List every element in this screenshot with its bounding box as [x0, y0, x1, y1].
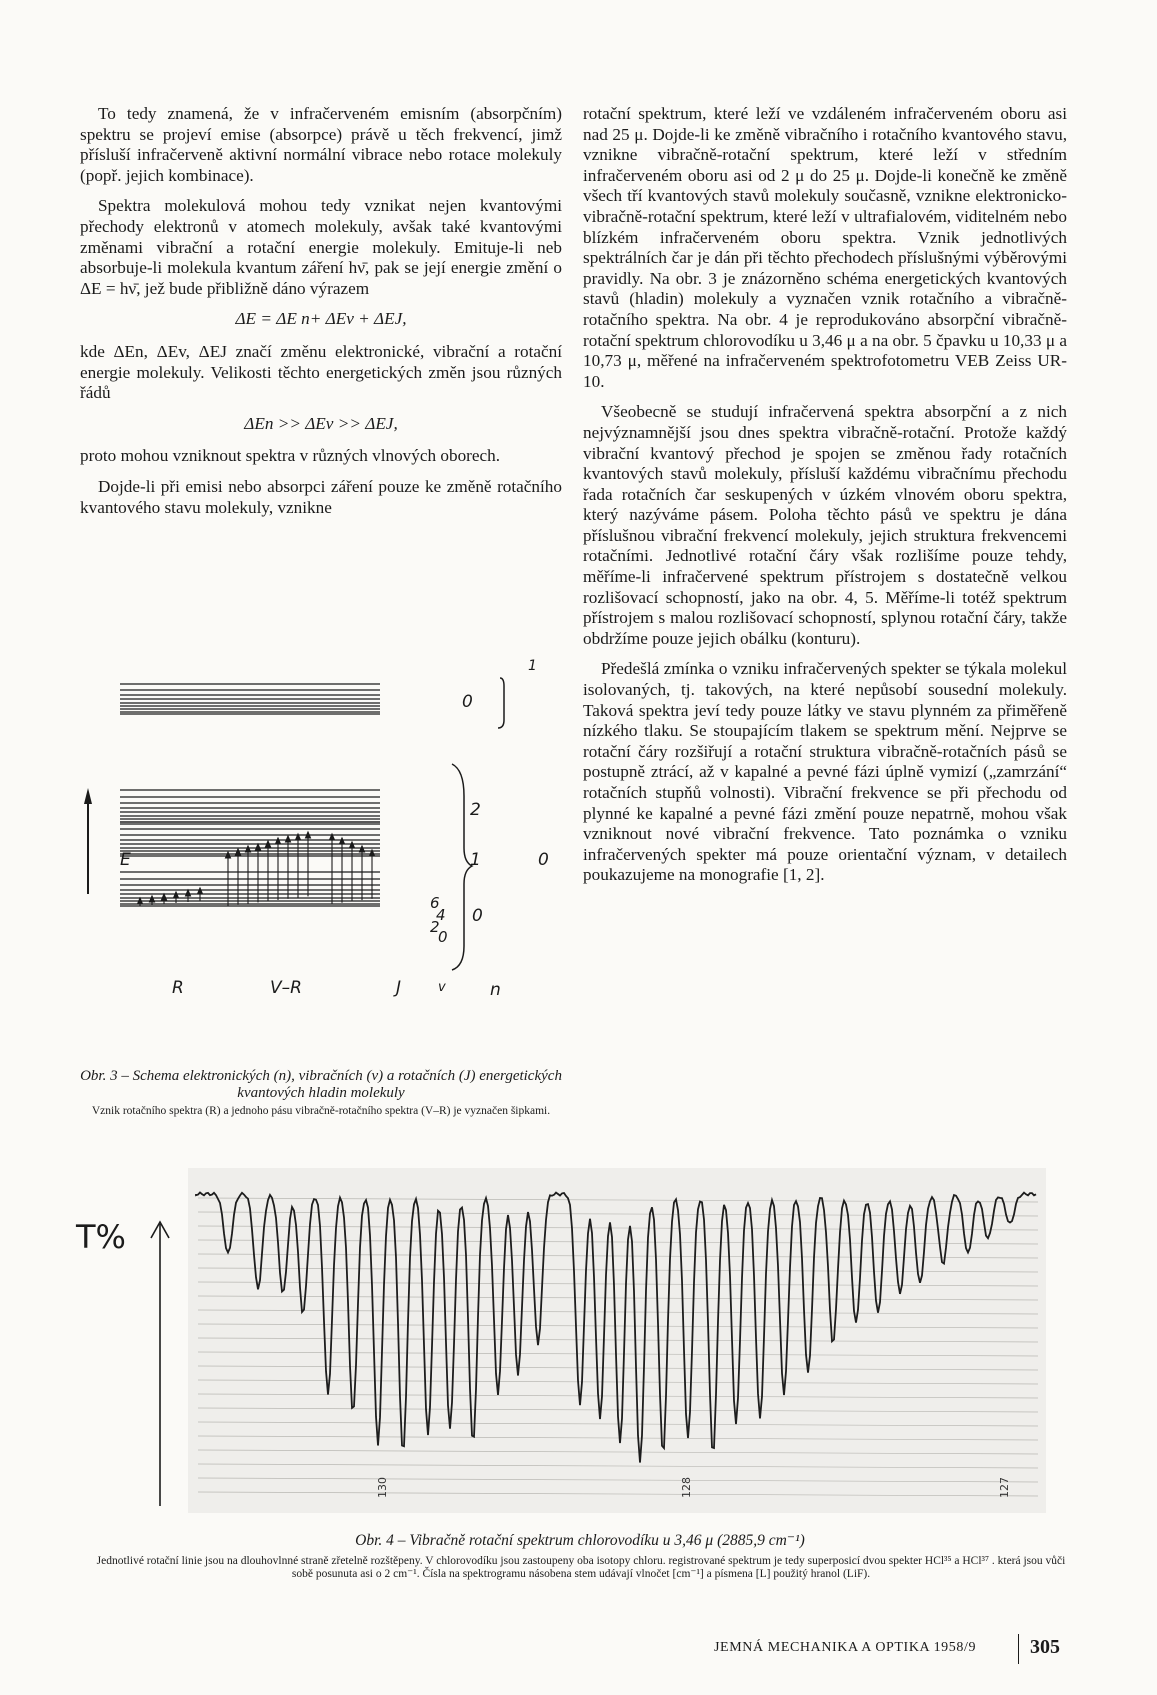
figure-4-caption-text: Jednotlivé rotační linie jsou na dlouhovlnné straně zřetelně rozštěpeny. V chlorovodíku jsou zastoupeny oba isotopy chloru. registrované spektrum je tedy superposicí dvou spekter HCl³⁵ a HCl³⁷ . která jsou vůči sobě posunuta asi o 2 cm⁻¹. Čísla na spektrogramu násobena stem udávají vlnočet [cm⁻¹] a písmena [L] použitý hranol (LiF).: [96, 1555, 1066, 1580]
arrow-head-icon: [286, 836, 291, 842]
label-E: E: [120, 850, 131, 870]
axis-mark: 130: [376, 1477, 389, 1498]
label-J0: 0: [438, 928, 448, 946]
figure-3-caption-text: Vznik rotačního spektra (R) a jednoho pásu vibračně-rotačního spektra (V–R) je vyznačen šipkami.: [91, 1105, 551, 1117]
label-v1: 1: [470, 850, 481, 870]
paragraph: kde ΔEn, ΔEv, ΔEJ značí změnu elektronické, vibrační a rotační energie molekuly. Velikosti těchto energetických změn jsou různých řádů: [80, 341, 562, 403]
label-n: n: [490, 980, 501, 1000]
equation: ΔEn >> ΔEv >> ΔEJ,: [244, 413, 398, 433]
spectrogram: [188, 1168, 1046, 1513]
label-v: v: [438, 980, 446, 995]
arrow-head-icon: [246, 846, 251, 852]
label-R: R: [172, 978, 184, 998]
arrow-head-icon: [162, 894, 167, 900]
arrow-head-icon: [256, 844, 261, 850]
label-brace-0: 0: [538, 850, 549, 870]
figure-3-caption-title: Obr. 3 – Schema elektronických (n), vibračních (v) a rotačních (J) energetických kvantových hladin molekuly: [80, 1068, 562, 1101]
arrow-head-icon: [360, 846, 365, 852]
paragraph: rotační spektrum, které leží ve vzdáleném infračerveném oboru asi nad 25 μ. Dojde-li ke změně vibračního i rotačního kvantového stavu, vznikne vibračně-rotační spektrum, které leží v středním infračerveném oboru asi od 2 μ do 25 μ. Dojde-li konečně ke změně všech tří kvantových stavů molekuly současně, vznikne elektronicko-vibračně-rotační spektrum, které leží v ultrafialovém, viditelném nebo blízkém infračerveném oboru spektra. Vznik jednotlivých spektrálních čar je dán při těchto přechodech příslušnými výběrovými pravidly. Na obr. 3 je znázorněno schéma energetických kvantových stavů (hladin) molekuly a vyznačen vznik rotačního a vibračně-rotačního spektra. Na obr. 4 je reprodukováno absorpční vibračně-rotační spektrum chlorovodíku u 3,46 μ a na obr. 5 čpavku u 10,33 μ a 10,73 μ, měřené na infračerveném spektrofotometru VEB Zeiss UR-10.: [583, 104, 1067, 391]
figure-4-caption-title: Obr. 4 – Vibračně rotační spektrum chlorovodíku u 3,46 μ (2885,9 cm⁻¹): [355, 1532, 805, 1549]
upper-bracket: [498, 678, 504, 728]
label-n0: 0: [462, 692, 473, 712]
right-column: [583, 104, 1067, 896]
paragraph: Všeobecně se studují infračervená spektra absorpční a z nich nejvýznamnější jsou dnes spektra vibračně-rotační. Protože každý vibrační kvantový přechod je spojen se změnou řady rotačních kvantových stavů molekuly, přísluší každému vibračnímu přechodu řada rotačních čar seskupených v úzkém vlnovém oboru spektra, který nazýváme pásem. Poloha těchto pásů ve spektru je dána příslušnou vibrační frekvencí molekuly, jejich struktura frekvencemi rotačními. Jednotlivé rotační čáry však rozlišíme pouze tehdy, měříme-li infračervené spektrum přístrojem s dostatečně velkou rozlišovací schopností, jako na obr. 4, 5. Měříme-li totéž spektrum přístrojem s malou rozlišovací schopností, splynou rotační čáry, takže obdržíme pouze jejich obálku (konturu).: [583, 402, 1067, 648]
label-J2: 2: [430, 918, 440, 936]
label-v2: 2: [470, 800, 481, 820]
paragraph: To tedy znamená, že v infračerveném emisním (absorpčním) spektru se projeví emise (absorpce) právě u těch frekvencí, jimž přísluší infračerveně aktivní normální vibrace nebo rotace molekuly (popř. jejich kombinace).: [80, 104, 562, 185]
paragraph: Dojde-li při emisi nebo absorpci záření pouze ke změně rotačního kvantového stavu molekuly, vznikne: [80, 476, 562, 517]
axis-mark: 128: [680, 1477, 693, 1498]
figure-4-spectrum: [188, 1168, 1046, 1513]
vibrational-brace: [452, 764, 472, 970]
paragraph: Předešlá zmínka o vzniku infračervených spekter se týkala molekul isolovaných, tj. takových, na které nepůsobí sousední molekuly. Taková spektra jeví tedy pouze látky ve stavu plynném za přiměřeně nízkého tlaku. Se stoupajícím tlakem se spektrum mění. Nejprve se rotační čáry rozšiřují a rotační struktura vibračně-rotačních pásů se postupně ztrácí, až v kapalné a pevné fázi úplně vymizí („zamrzání“ rotačních stupňů volnosti). Vibrační frekvence se při přechodu od plynné ke kapalné a pevné fázi změní pouze nepatrně, mohou však vzniknout nové vibrační frekvence. Tato poznámka o vzniku infračervených spekter má pouze orientační význam, v detailech poukazujeme na monografie [1, 2].: [583, 659, 1067, 885]
y-axis-arrow-icon: [148, 1216, 178, 1516]
journal-footer: JEMNÁ MECHANIKA A OPTIKA 1958/9: [714, 1640, 977, 1655]
y-axis-label: T%: [76, 1218, 126, 1256]
arrow-head-icon: [186, 890, 191, 896]
label-n1: 1: [528, 658, 537, 674]
label-VR: V–R: [270, 978, 302, 998]
arrow-head-icon: [150, 896, 155, 902]
arrow-head-icon: [306, 832, 311, 838]
arrow-head-icon: [350, 842, 355, 848]
arrow-head-icon: [236, 849, 241, 855]
footer-divider: [1018, 1634, 1019, 1664]
label-J: J: [396, 978, 402, 998]
arrow-head-icon: [340, 838, 345, 844]
arrow-head-icon: [138, 898, 143, 904]
arrow-head-icon: [198, 888, 203, 894]
equation: ΔE = ΔE n+ ΔEv + ΔEJ,: [235, 309, 407, 329]
energy-arrow-icon: [84, 788, 92, 804]
arrow-head-icon: [276, 838, 281, 844]
page-number: 305: [1030, 1636, 1060, 1658]
label-J6: 6: [430, 894, 440, 912]
label-J4: 4: [436, 906, 446, 924]
arrow-head-icon: [174, 892, 179, 898]
paragraph: Spektra molekulová mohou tedy vznikat nejen kvantovými přechody elektronů v atomech molekuly, avšak také kvantovými změnami vibrační a rotační energie molekuly. Emituje-li neb absorbuje-li molekula kvantum záření hν̄, pak se její energie změní o ΔE = hν̄, jež bude přibližně dáno výrazem: [80, 196, 562, 298]
paragraph: proto mohou vzniknout spektra v různých vlnových oborech.: [80, 446, 501, 466]
arrow-head-icon: [266, 841, 271, 847]
axis-mark: 127: [998, 1477, 1011, 1498]
figure-3-energy-levels: [80, 658, 562, 1046]
arrow-head-icon: [226, 852, 231, 858]
left-column: [80, 104, 562, 528]
label-v0: 0: [472, 906, 483, 926]
